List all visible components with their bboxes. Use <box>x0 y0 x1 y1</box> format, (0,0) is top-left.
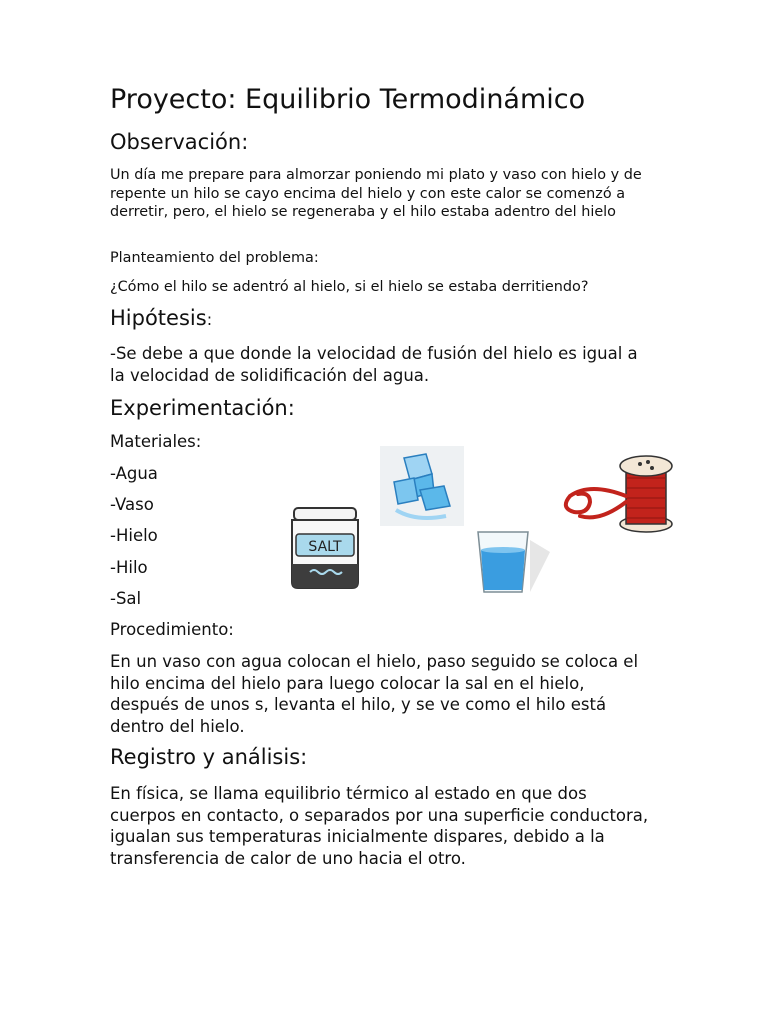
salt-label: SALT <box>308 539 342 555</box>
registro-text: En física, se llama equilibrio térmico al estado en que dos cuerpos en contacto, o separados por una superficie conductora, igualan sus temperaturas inicialmente dispares, debido a la transferencia de calor de uno hacia el otro. <box>110 784 649 868</box>
material-item: -Vaso <box>110 495 154 514</box>
thread-spool-icon <box>560 452 676 542</box>
material-item: -Sal <box>110 589 142 608</box>
hipotesis-heading <box>110 306 212 330</box>
ice-cubes-icon <box>380 446 464 526</box>
water-glass-icon <box>470 526 552 596</box>
experimentacion-heading: Experimentación: <box>110 396 295 420</box>
registro-heading: Registro y análisis: <box>110 745 308 769</box>
document-title: Proyecto: Equilibrio Termodinámico <box>110 84 586 115</box>
hipotesis-text: -Se debe a que donde la velocidad de fusión del hielo es igual a la velocidad de solidificación del agua. <box>110 344 638 385</box>
procedimiento-text: En un vaso con agua colocan el hielo, paso seguido se coloca el hilo encima del hielo para luego colocar la sal en el hielo, después de unos s, levanta el hilo, y se ve como el hilo está dentro del hielo. <box>110 652 639 736</box>
planteamiento-label: Planteamiento del problema: <box>110 250 319 266</box>
hipotesis-heading-colon: : <box>206 310 213 329</box>
material-item: -Agua <box>110 464 158 483</box>
material-item: -Hilo <box>110 558 148 577</box>
salt-jar-icon <box>288 506 362 590</box>
materiales-label: Materiales: <box>110 432 202 451</box>
material-item: -Hielo <box>110 526 158 545</box>
planteamiento-question: ¿Cómo el hilo se adentró al hielo, si el hielo se estaba derritiendo? <box>110 279 589 295</box>
procedimiento-label: Procedimiento: <box>110 620 234 639</box>
observacion-text: Un día me prepare para almorzar poniendo mi plato y vaso con hielo y de repente un hilo se cayo encima del hielo y con este calor se comenzó a derretir, pero, el hielo se regeneraba y el hilo estaba adentro del hielo <box>110 167 642 221</box>
hipotesis-heading-text: Hipótesis <box>110 306 207 330</box>
observacion-heading: Observación: <box>110 130 249 154</box>
